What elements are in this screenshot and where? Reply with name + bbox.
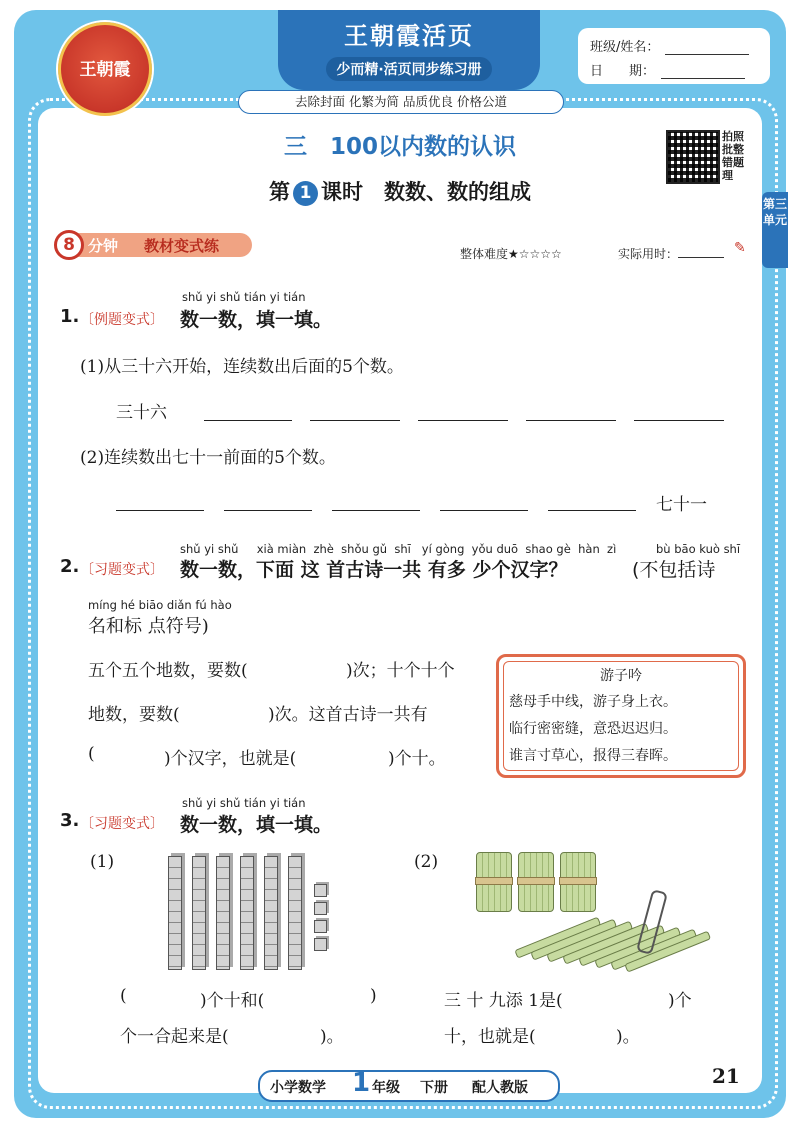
- ten-rod: [192, 856, 206, 970]
- q2-text-line2: 名和标 点符号): [88, 616, 209, 637]
- stick-bundle: [518, 852, 554, 912]
- q2-line3-c: )个十。: [388, 749, 446, 769]
- q3-number: 3.: [60, 810, 80, 831]
- q3-b1: 三 十 九添 1是(: [444, 991, 563, 1011]
- q1-part1: (1)从三十六开始，连续数出后面的5个数。: [80, 357, 404, 377]
- q3-part1-label: (1): [90, 852, 115, 872]
- unit-cube: [314, 902, 327, 915]
- brand-header: [278, 10, 540, 90]
- lesson-number: 1: [293, 181, 318, 206]
- unit-cube: [314, 920, 327, 933]
- unit-cube: [314, 884, 327, 897]
- q1-answer-blank[interactable]: [548, 510, 636, 511]
- banner-bar: [78, 233, 252, 257]
- poem-line: 谁言寸草心，报得三春晖。: [509, 748, 677, 764]
- lesson-suffix: 课时 数数、数的组成: [321, 180, 531, 204]
- q1-answer-blank[interactable]: [526, 420, 616, 421]
- q2-pinyin-1: shǔ yi shǔ xià miàn zhè shǒu gǔ shī yí gòng yǒu duō shao gè hàn zì: [180, 542, 617, 556]
- time-used: [618, 245, 724, 262]
- q2-pinyin-3: míng hé biāo diǎn fú hào: [88, 598, 232, 612]
- q2-text-continued: (不包括诗: [632, 559, 716, 581]
- q1-answer-blank[interactable]: [224, 510, 312, 511]
- difficulty-rating: 整体难度★☆☆☆☆: [460, 247, 562, 261]
- student-info-box: [578, 28, 770, 84]
- q1-answer-blank[interactable]: [204, 420, 292, 421]
- q3-a3: ): [370, 986, 377, 1006]
- q1-answer-blank[interactable]: [310, 420, 400, 421]
- q1-start: 三十六: [116, 403, 167, 423]
- logo-text: 王朝霞: [79, 60, 131, 80]
- stick-bundle: [560, 852, 596, 912]
- ten-rod: [240, 856, 254, 970]
- lesson-prefix: 第: [269, 180, 290, 204]
- ten-rod: [168, 856, 182, 970]
- q1-number: 1.: [60, 306, 80, 327]
- date-label: 日 期：: [590, 64, 656, 79]
- q3-b4: )。: [616, 1027, 640, 1047]
- q3-tag: 〔习题变式〕: [80, 816, 164, 832]
- q3-b2: )个: [668, 991, 692, 1011]
- lesson-title: [200, 176, 600, 206]
- q3-a5: )。: [320, 1027, 344, 1047]
- page-number: 21: [712, 1064, 740, 1088]
- q3-pinyin: shǔ yi shǔ tián yi tián: [182, 796, 306, 810]
- q3-text: 数一数，填一填。: [180, 814, 333, 836]
- qr-label: 拍照批整错题理: [722, 130, 744, 182]
- q2-line3-a: (: [88, 744, 95, 764]
- q1-text: 数一数，填一填。: [180, 309, 333, 331]
- q2-line2-b: )次。这首古诗一共有: [268, 705, 428, 725]
- brand-subtitle: 少而精·活页同步练习册: [326, 57, 491, 81]
- ten-rod: [264, 856, 278, 970]
- poem-line: 临行密密缝，意恐迟迟归。: [509, 721, 677, 737]
- q1-answer-blank[interactable]: [332, 510, 420, 511]
- footer-grade: 年级: [372, 1080, 400, 1096]
- q1-tag: 〔例题变式〕: [80, 312, 164, 328]
- q2-line3-b: )个汉字，也就是(: [164, 749, 297, 769]
- bundle-tie: [559, 877, 597, 885]
- ten-rod: [216, 856, 230, 970]
- banner-title: 教材变式练: [144, 237, 220, 255]
- section-banner: [54, 230, 252, 260]
- q1-answer-blank[interactable]: [634, 420, 724, 421]
- q1-part2: (2)连续数出七十一前面的5个数。: [80, 448, 336, 468]
- footer-edition: 配人教版: [472, 1080, 528, 1096]
- q2-line1-b: )次；十个十个: [346, 661, 455, 681]
- q3-a2: )个十和(: [200, 991, 265, 1011]
- class-name-field[interactable]: [665, 42, 749, 55]
- q1-answer-blank[interactable]: [116, 510, 204, 511]
- qr-code-icon[interactable]: [666, 130, 720, 184]
- footer-subject: 小学数学: [270, 1080, 326, 1096]
- publisher-logo: [58, 22, 152, 116]
- q2-tag: 〔习题变式〕: [80, 562, 164, 578]
- unit-cube: [314, 938, 327, 951]
- stick-bundle: [476, 852, 512, 912]
- footer-grade-number: 1: [352, 1068, 371, 1098]
- bundle-tie: [475, 877, 513, 885]
- q3-a1: (: [120, 986, 127, 1006]
- side-unit-tab: 第三单元: [762, 192, 788, 268]
- q2-line1-a: 五个五个地数，要数(: [88, 661, 248, 681]
- time-used-label: 实际用时：: [618, 247, 679, 261]
- slogan: 去除封面 化繁为简 品质优良 价格公道: [238, 90, 564, 114]
- q3-b3: 十，也就是(: [444, 1027, 536, 1047]
- q1-end: 七十一: [656, 495, 707, 515]
- q2-text: 数一数，下面 这 首古诗一共 有多 少个汉字？: [180, 559, 568, 581]
- q3-part2-label: (2): [414, 852, 439, 872]
- bundle-tie: [517, 877, 555, 885]
- poem-box: [496, 654, 746, 778]
- q1-answer-blank[interactable]: [440, 510, 528, 511]
- q2-number: 2.: [60, 556, 80, 577]
- date-field[interactable]: [661, 66, 745, 79]
- poem-title: 游子吟: [600, 668, 642, 684]
- banner-minutes: 8: [54, 230, 84, 260]
- q1-answer-blank[interactable]: [418, 420, 508, 421]
- pencil-icon: ✎: [734, 240, 746, 256]
- class-name-label: 班级/姓名：: [590, 40, 660, 55]
- q3-a4: 个一合起来是(: [120, 1027, 229, 1047]
- poem-line: 慈母手中线，游子身上衣。: [509, 694, 677, 710]
- q2-pinyin-2: bù bāo kuò shī: [656, 542, 741, 556]
- ten-rod: [288, 856, 302, 970]
- brand-title: 王朝霞活页: [344, 21, 474, 50]
- q1-pinyin: shǔ yi shǔ tián yi tián: [182, 290, 306, 304]
- time-used-field[interactable]: [678, 257, 724, 258]
- unit-title: 三 100以内数的认识: [283, 134, 516, 160]
- q2-line2-a: 地数，要数(: [88, 705, 180, 725]
- footer-volume: 下册: [420, 1080, 448, 1096]
- banner-minutes-label: 分钟: [88, 237, 119, 255]
- footer-book-info: [258, 1070, 560, 1102]
